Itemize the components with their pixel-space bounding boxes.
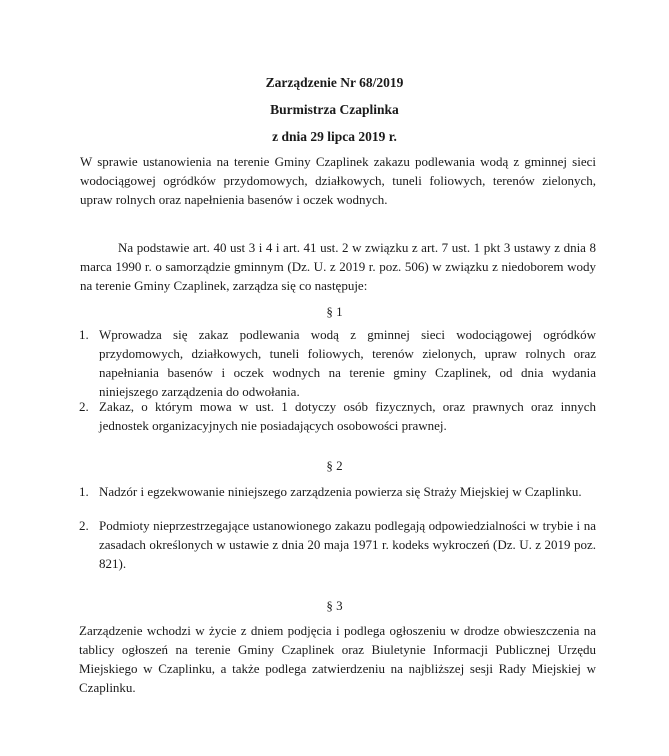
- document-preamble: Na podstawie art. 40 ust 3 i 4 i art. 41 ust. 2 w związku z art. 7 ust. 1 pkt 3 ustawy z dnia 8 marca 1990 r. o samorządzie gminnym (Dz. U. z 2019 r. poz. 506) w związku z niedoborem wody na terenie Gminy Czaplinek, zarządza się co następuje:: [80, 240, 596, 293]
- document-subject: W sprawie ustanowienia na terenie Gminy Czaplinek zakazu podlewania wodą z gminnej sieci wodociągowej ogródków przydomowych, działkowych, tuneli foliowych, terenów zielonych, upraw rolnych oraz napełnienia basenów i oczek wodnych.: [80, 154, 596, 207]
- document-issuer: Burmistrza Czaplinka: [270, 102, 399, 117]
- document-date: z dnia 29 lipca 2019 r.: [272, 129, 397, 144]
- section-2-mark: § 2: [326, 458, 343, 473]
- section-1-item-1-number: 1.: [79, 327, 89, 342]
- section-1-item-2-text: Zakaz, o którym mowa w ust. 1 dotyczy osób fizycznych, oraz prawnych oraz innych jednostek organizacyjnych nie posiadających osobowości prawnej.: [99, 399, 596, 433]
- section-1-mark: § 1: [326, 304, 343, 319]
- section-3-text: Zarządzenie wchodzi w życie z dniem podjęcia i podlega ogłoszeniu w drodze obwieszczenia na tablicy ogłoszeń na terenie Gminy Czaplinek oraz Biuletynie Informacji Publicznej Urzędu Miejskiego w Czaplinku, a także podlega zatwierdzeniu na najbliższej sesji Rady Miejskiej w Czaplinku.: [79, 623, 596, 695]
- section-2-item-1-number: 1.: [79, 484, 89, 499]
- section-3-mark: § 3: [326, 598, 343, 613]
- section-1-item-1-text: Wprowadza się zakaz podlewania wodą z gminnej sieci wodociągowej ogródków przydomowych, działkowych, tuneli foliowych, terenów zielonych, upraw rolnych oraz napełniania basenów i oczek wodnych na terenie gminy Czaplinek, od dnia wydania niniejszego zarządzenia do odwołania.: [99, 327, 596, 399]
- section-1-item-2-number: 2.: [79, 399, 89, 414]
- section-2-item-2-number: 2.: [79, 518, 89, 533]
- section-2-item-2-text: Podmioty nieprzestrzegające ustanowionego zakazu podlegają odpowiedzialności w trybie i na zasadach określonych w ustawie z dnia 20 maja 1971 r. kodeks wykroczeń (Dz. U. z 2019 poz. 821).: [99, 518, 596, 571]
- section-2-item-1-text: Nadzór i egzekwowanie niniejszego zarządzenia powierza się Straży Miejskiej w Czaplinku.: [99, 484, 582, 499]
- document-title: Zarządzenie Nr 68/2019: [265, 75, 404, 90]
